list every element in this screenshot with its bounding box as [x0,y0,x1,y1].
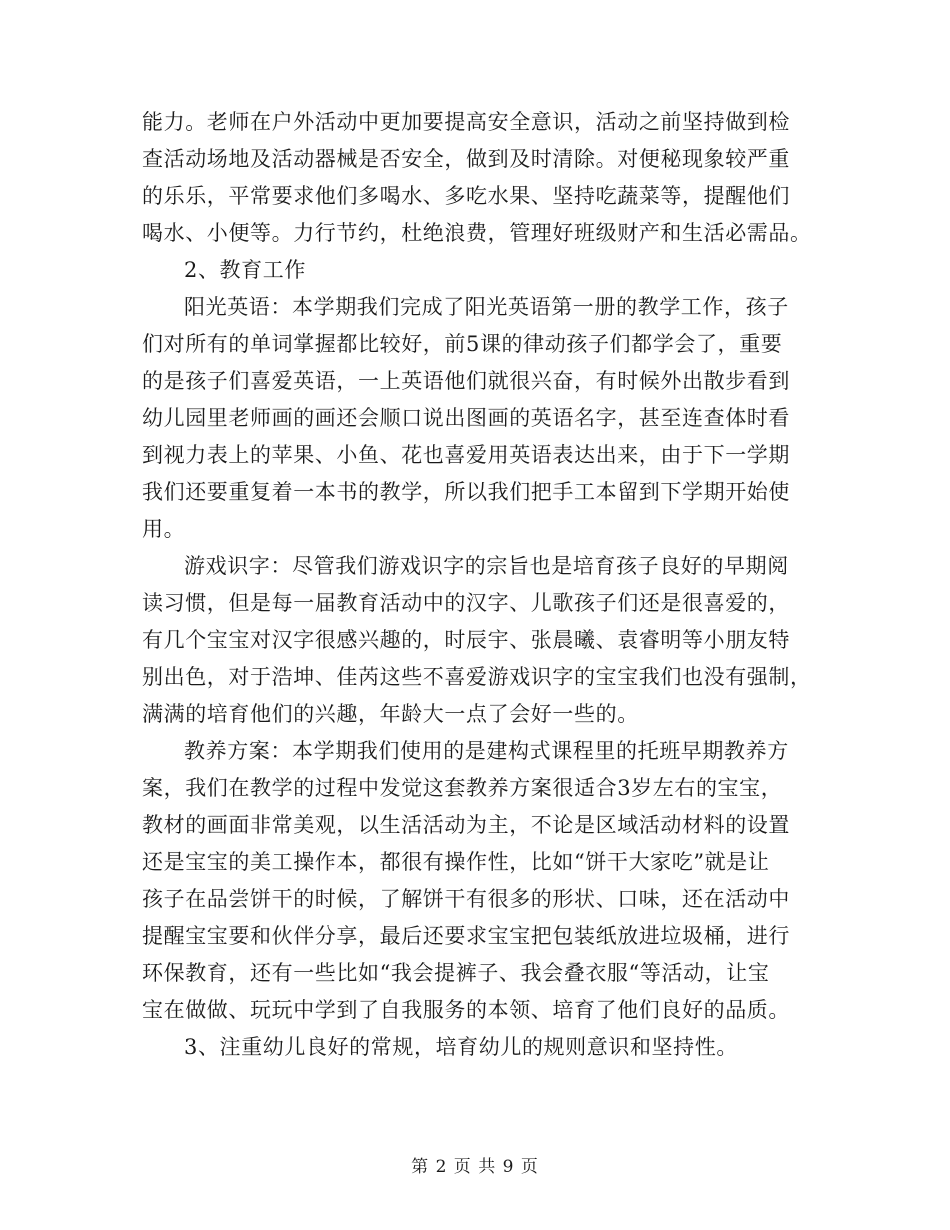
text-line: 用。 [142,517,186,541]
text-line: 有几个宝宝对汉字很感兴趣的，时辰宇、张晨曦、袁睿明等小朋友特 [142,628,790,652]
text-line: 宝在做做、玩玩中学到了自我服务的本领、培育了他们良好的品质。 [142,998,790,1022]
text-line: 查活动场地及活动器械是否安全，做到及时清除。对便秘现象较严重 [142,147,790,171]
text-line: 的乐乐，平常要求他们多喝水、多吃水果、坚持吃蔬菜等，提醒他们 [142,184,790,208]
text-line: 2、教育工作 [184,258,306,282]
text-line: 环保教育，还有一些比如“我会提裤子、我会叠衣服“等活动，让宝 [142,961,770,985]
text-line: 读习惯，但是每一届教育活动中的汉字、儿歌孩子们还是很喜爱的， [142,591,790,615]
text-line: 还是宝宝的美工操作本，都很有操作性，比如“饼干大家吃”就是让 [142,850,770,874]
text-line: 我们还要重复着一本书的教学，所以我们把手工本留到下学期开始使 [142,480,790,504]
text-line: 教材的画面非常美观，以生活活动为主，不论是区域活动材料的设置 [142,813,790,837]
text-line: 孩子在品尝饼干的时候，了解饼干有很多的形状、口味，还在活动中 [142,887,790,911]
text-line: 阳光英语：本学期我们完成了阳光英语第一册的教学工作，孩子 [184,295,789,319]
text-line: 们对所有的单词掌握都比较好，前5课的律动孩子们都学会了，重要 [142,332,783,356]
text-line: 喝水、小便等。力行节约，杜绝浪费，管理好班级财产和生活必需品。 [142,221,812,245]
page-footer: 第 2 页 共 9 页 [411,1157,539,1177]
text-line: 的是孩子们喜爱英语，一上英语他们就很兴奋，有时候外出散步看到 [142,369,790,393]
text-line: 别出色，对于浩坤、佳芮这些不喜爱游戏识字的宝宝我们也没有强制， [142,665,812,689]
text-line: 满满的培育他们的兴趣，年龄大一点了会好一些的。 [142,702,639,726]
text-line: 到视力表上的苹果、小鱼、花也喜爱用英语表达出来，由于下一学期 [142,443,790,467]
text-line: 案，我们在教学的过程中发觉这套教养方案很适合3岁左右的宝宝， [142,776,783,800]
document-body [142,104,812,1066]
text-line: 提醒宝宝要和伙伴分享，最后还要求宝宝把包装纸放进垃圾桶，进行 [142,924,790,948]
text-line: 幼儿园里老师画的画还会顺口说出图画的英语名字，甚至连查体时看 [142,406,790,430]
text-line: 教养方案：本学期我们使用的是建构式课程里的托班早期教养方 [184,739,789,763]
text-line: 能力。老师在户外活动中更加要提高安全意识，活动之前坚持做到检 [142,110,790,134]
text-line: 3、注重幼儿良好的常规，培育幼儿的规则意识和坚持性。 [184,1035,738,1059]
text-line: 游戏识字：尽管我们游戏识字的宗旨也是培育孩子良好的早期阅 [184,554,789,578]
